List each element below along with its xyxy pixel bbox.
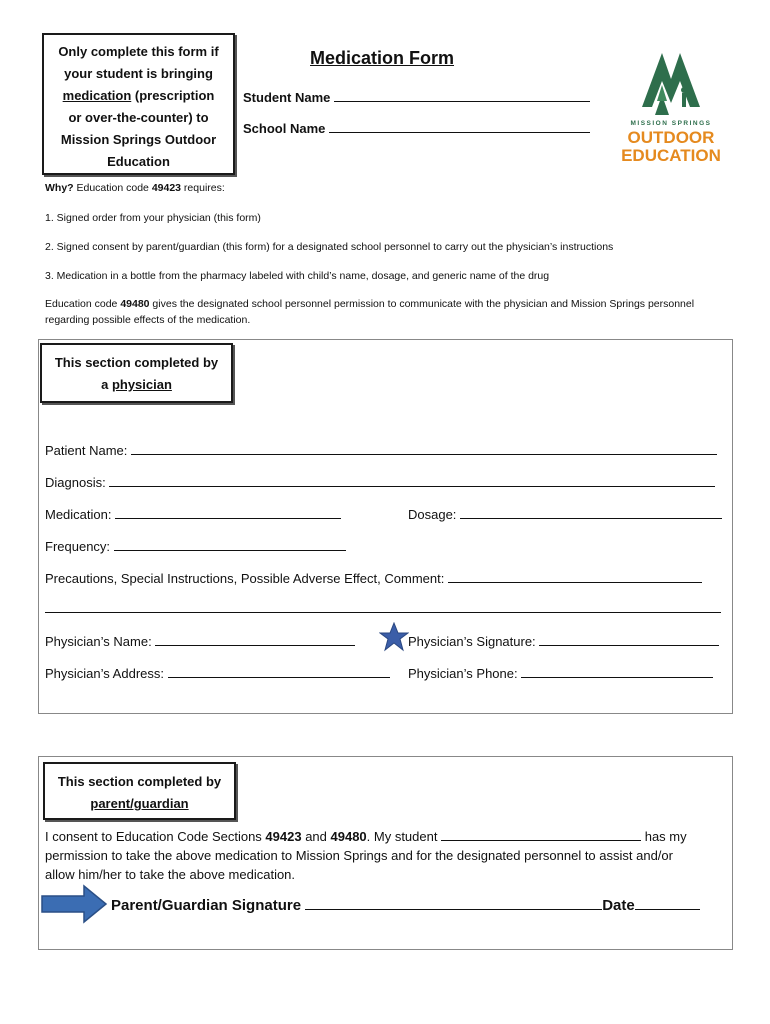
requirement-1: 1. Signed order from your physician (this form)	[45, 212, 261, 224]
medication-field[interactable]	[115, 504, 341, 519]
consent-line-3: allow him/her to take the above medication.	[45, 867, 296, 882]
frequency-row	[45, 536, 346, 554]
precautions-field[interactable]	[448, 568, 702, 583]
parent-section-label	[43, 762, 236, 820]
physician-name-label: Physician’s Name:	[45, 634, 152, 649]
logo-line-2: EDUCATION	[621, 146, 721, 165]
frequency-label: Frequency:	[45, 539, 111, 554]
parent-signature-label: Parent/Guardian Signature	[111, 897, 302, 914]
notice-line-3-rest: (prescription	[131, 88, 215, 103]
notice-box	[42, 33, 235, 175]
date-field[interactable]	[635, 895, 700, 910]
physician-label-underlined: physician	[111, 377, 172, 392]
why-label: Why?	[45, 182, 74, 194]
dosage-label: Dosage:	[408, 507, 457, 522]
parent-signature-row	[111, 895, 700, 914]
physician-name-row	[45, 631, 355, 649]
physician-phone-label: Physician’s Phone:	[408, 666, 518, 681]
star-icon	[379, 622, 409, 652]
physician-label-line-1: This section completed by	[54, 355, 219, 370]
notice-line-4: or over-the-counter) to	[68, 110, 209, 125]
diagnosis-field[interactable]	[109, 472, 715, 487]
consent-c: . My student	[366, 829, 438, 844]
logo-top-text: MISSION SPRINGS	[630, 120, 712, 127]
why-code: 49423	[151, 182, 182, 194]
consent-a: I consent to Education Code Sections	[45, 829, 266, 844]
precautions-label: Precautions, Special Instructions, Possible Adverse Effect, Comment:	[45, 571, 445, 586]
patient-name-label: Patient Name:	[45, 443, 128, 458]
date-label: Date	[602, 897, 635, 914]
arrow-right-icon	[40, 884, 108, 924]
note-before: Education code	[45, 298, 121, 310]
dosage-row	[408, 504, 722, 522]
physician-signature-field[interactable]	[539, 631, 719, 646]
logo-line-1: OUTDOOR	[627, 128, 715, 147]
note-code: 49480	[120, 298, 150, 310]
notice-line-1: Only complete this form if	[58, 44, 219, 59]
diagnosis-label: Diagnosis:	[45, 475, 106, 490]
parent-signature-field[interactable]	[305, 895, 602, 910]
communication-note	[45, 296, 735, 328]
medication-row	[45, 504, 341, 522]
physician-address-label: Physician’s Address:	[45, 666, 164, 681]
consent-line-2: permission to take the above medication to Mission Springs and for the designated personnel to assist and/or	[45, 848, 673, 863]
why-line	[45, 180, 735, 210]
physician-label-line-2	[42, 374, 231, 396]
school-name-row	[243, 118, 590, 136]
patient-name-row	[45, 440, 717, 458]
form-title: Medication Form	[310, 48, 455, 68]
physician-signature-label: Physician’s Signature:	[408, 634, 536, 649]
student-name-row	[243, 87, 590, 105]
student-name-consent-field[interactable]	[441, 826, 641, 841]
school-name-field[interactable]	[329, 118, 590, 133]
why-text-before: Education code	[73, 182, 152, 194]
physician-name-field[interactable]	[155, 631, 355, 646]
diagnosis-row	[45, 472, 715, 490]
parent-label-line-2: parent/guardian	[90, 796, 189, 811]
precautions-row	[45, 568, 702, 586]
frequency-field[interactable]	[114, 536, 346, 551]
physician-section-label	[40, 343, 233, 403]
physician-label-prefix: a	[101, 377, 112, 392]
notice-line-2: your student is bringing	[64, 66, 213, 81]
patient-name-field[interactable]	[131, 440, 717, 455]
consent-b: and	[301, 829, 331, 844]
precautions-continuation-line[interactable]	[45, 612, 721, 613]
requirement-2: 2. Signed consent by parent/guardian (this form) for a designated school personnel to carry out the physician’s instructions	[45, 241, 614, 253]
student-name-field[interactable]	[334, 87, 590, 102]
notice-line-3	[44, 85, 233, 107]
physician-address-field[interactable]	[168, 663, 390, 678]
student-name-label: Student Name	[243, 90, 331, 105]
consent-block	[45, 826, 687, 884]
intro-block	[45, 180, 735, 328]
consent-code-1: 49423	[265, 829, 302, 844]
physician-signature-row	[408, 631, 719, 649]
physician-phone-field[interactable]	[521, 663, 713, 678]
consent-line-1	[45, 826, 687, 846]
physician-phone-row	[408, 663, 713, 681]
school-name-label: School Name	[243, 121, 326, 136]
dosage-field[interactable]	[460, 504, 722, 519]
consent-code-2: 49480	[330, 829, 367, 844]
requirement-3: 3. Medication in a bottle from the pharmacy labeled with child’s name, dosage, and generic name of the drug	[45, 270, 550, 282]
notice-medication-word: medication	[62, 88, 132, 103]
parent-label-line-1: This section completed by	[57, 774, 222, 789]
note-after: gives the designated school personnel permission to communicate with the physician and Mission Springs personnel regarding possible effects of the medication.	[45, 298, 695, 326]
why-text-after: requires:	[181, 182, 225, 194]
mountain-tree-icon	[610, 45, 732, 115]
notice-line-5: Mission Springs Outdoor	[60, 132, 217, 147]
medication-label: Medication:	[45, 507, 112, 522]
mission-springs-logo	[610, 45, 732, 170]
consent-d: has my	[644, 829, 687, 844]
physician-address-row	[45, 663, 390, 681]
notice-line-6: Education	[107, 154, 170, 169]
